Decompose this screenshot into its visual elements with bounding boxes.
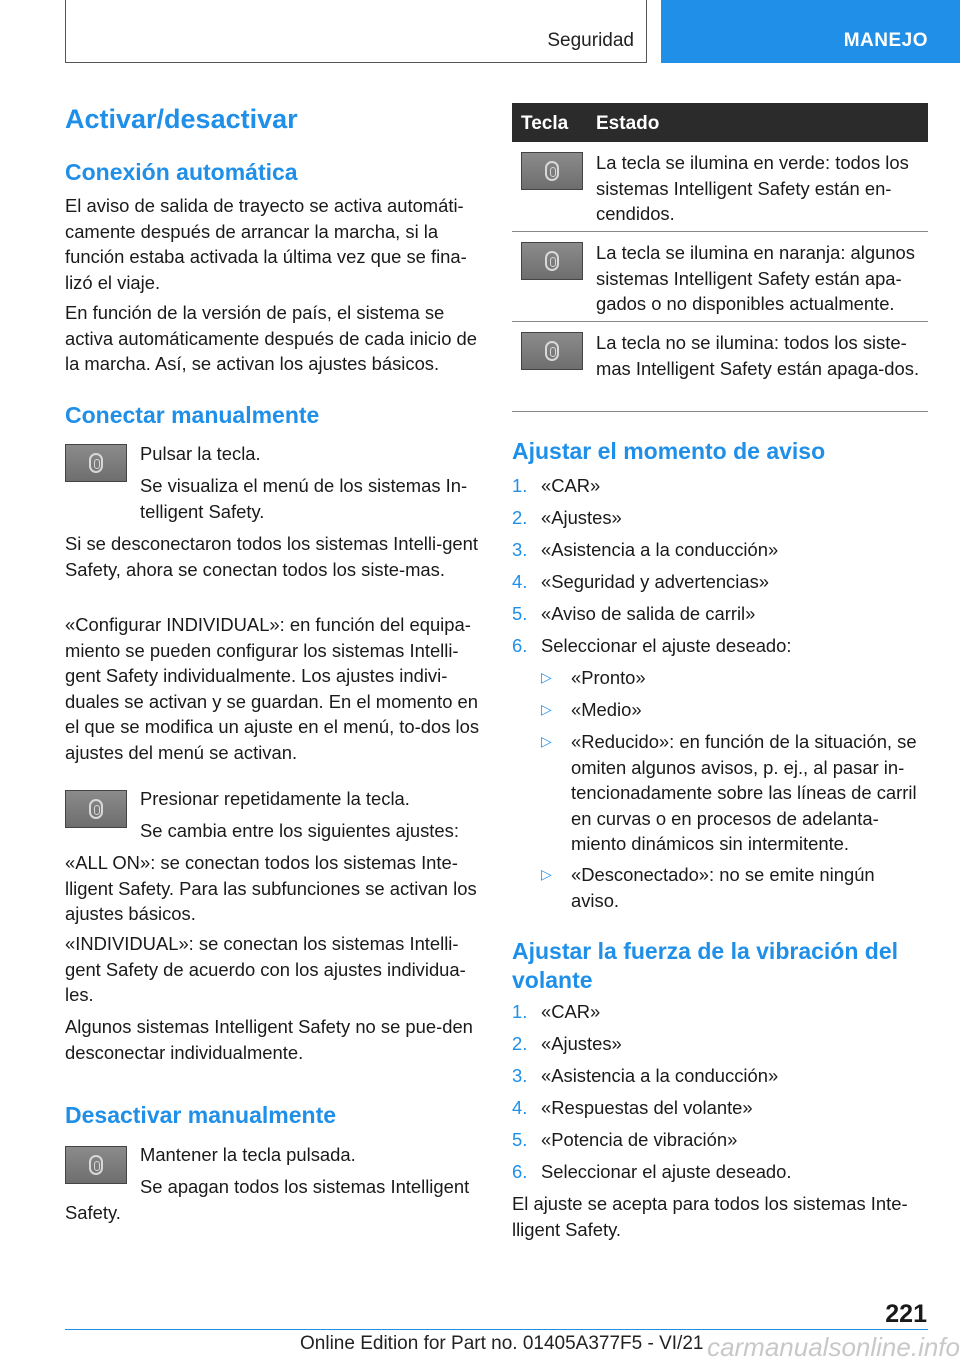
chapter-tab[interactable]: MANEJO	[661, 0, 960, 63]
list-text: «Ajustes»	[541, 507, 622, 528]
paragraph: «ALL ON»: se conectan todos los sistemas Inte-lligent Safety. Para las subfunciones se activan los ajustes básicos.	[65, 852, 477, 924]
page-number: 221	[885, 1300, 927, 1328]
table-row	[512, 232, 928, 322]
safety-button-icon	[521, 152, 583, 190]
paragraph: «INDIVIDUAL»: se conectan los sistemas Intelli-gent Safety de acuerdo con los ajustes individua-les.	[65, 933, 466, 1005]
column-header-tecla: Tecla	[521, 113, 569, 134]
list-text: Seleccionar el ajuste deseado.	[541, 1161, 792, 1182]
table-cell-status: La tecla se ilumina en naranja: algunos sistemas Intelligent Safety están apa-gados o no disponibles actualmente.	[596, 242, 915, 314]
table-cell-status: La tecla no se ilumina: todos los siste-mas Intelligent Safety están apaga-dos.	[596, 332, 920, 379]
list-number: 1.	[512, 1001, 528, 1022]
heading-ajustar-fuerza-vibracion: Ajustar la fuerza de la vibración del volante	[512, 938, 899, 993]
step-text: Mantener la tecla pulsada.	[140, 1144, 356, 1165]
list-number: 6.	[512, 1161, 528, 1182]
list-text: «Seguridad y advertencias»	[541, 571, 769, 592]
watermark[interactable]: carmanualsonline.info	[707, 1332, 960, 1362]
list-number: 3.	[512, 1065, 528, 1086]
paragraph: Algunos sistemas Intelligent Safety no se pue-den desconectar individualmente.	[65, 1016, 473, 1063]
bullet-text: «Medio»	[571, 699, 642, 720]
bullet-text: «Reducido»: en función de la situación, se omiten algunos avisos, p. ej., al pasar in-tencionadamente sobre las líneas de carril en curvas o en procesos de adelanta-miento dinámicos sin intermitente.	[571, 731, 917, 854]
list-number: 5.	[512, 603, 528, 624]
list-number: 6.	[512, 635, 528, 656]
table-row	[512, 142, 928, 232]
footer-divider	[65, 1329, 928, 1330]
step-text: Se visualiza el menú de los sistemas In-telligent Safety.	[140, 475, 468, 522]
paragraph: En función de la versión de país, el sistema se activa automáticamente después de cada inicio de la marcha. Así, se activan los ajustes básicos.	[65, 302, 478, 374]
header-section-box	[65, 0, 647, 63]
paragraph: «Configurar INDIVIDUAL»: en función del equipa-miento se pueden configurar los sistemas Intelli-gent Safety individualmente. Los ajustes indivi-duales se activan y se guardan. En el momento en el que se modifica un ajuste en el menú, to-dos los ajustes del menú se activan.	[65, 614, 480, 763]
bullet-text: «Pronto»	[571, 667, 646, 688]
list-text: «Potencia de vibración»	[541, 1129, 738, 1150]
safety-button-icon	[65, 790, 127, 828]
safety-button-icon	[521, 242, 583, 280]
list-number: 5.	[512, 1129, 528, 1150]
list-text: «CAR»	[541, 475, 601, 496]
list-text: «Respuestas del volante»	[541, 1097, 753, 1118]
list-number: 4.	[512, 571, 528, 592]
list-text: «CAR»	[541, 1001, 601, 1022]
list-number: 3.	[512, 539, 528, 560]
column-header-estado: Estado	[596, 113, 660, 134]
list-text: Seleccionar el ajuste deseado:	[541, 635, 792, 656]
table-row	[512, 322, 928, 412]
step-text: Se cambia entre los siguientes ajustes:	[140, 820, 459, 841]
list-text: «Asistencia a la conducción»	[541, 1065, 779, 1086]
footer-edition: Online Edition for Part no. 01405A377F5 - VI/21	[300, 1333, 704, 1354]
list-text: «Aviso de salida de carril»	[541, 603, 756, 624]
safety-button-icon	[521, 332, 583, 370]
heading-conectar-manualmente: Conectar manualmente	[65, 402, 320, 428]
triangle-bullet-icon: ▷	[541, 866, 552, 882]
safety-button-icon	[65, 444, 127, 482]
step-text: Se apagan todos los sistemas Intelligent Safety.	[65, 1176, 470, 1223]
list-text: «Asistencia a la conducción»	[541, 539, 779, 560]
list-number: 4.	[512, 1097, 528, 1118]
list-text: «Ajustes»	[541, 1033, 622, 1054]
bullet-text: «Desconectado»: no se emite ningún aviso.	[571, 864, 875, 911]
table-header	[512, 103, 928, 142]
table-cell-status: La tecla se ilumina en verde: todos los sistemas Intelligent Safety están en-cendidos.	[596, 152, 909, 224]
step-text: Presionar repetidamente la tecla.	[140, 788, 410, 809]
triangle-bullet-icon: ▷	[541, 701, 552, 717]
heading-conexion-automatica: Conexión automática	[65, 159, 298, 185]
heading-desactivar-manualmente: Desactivar manualmente	[65, 1102, 337, 1128]
page-title: Activar/desactivar	[65, 104, 298, 134]
heading-ajustar-momento-aviso: Ajustar el momento de aviso	[512, 438, 826, 464]
paragraph: El aviso de salida de trayecto se activa automáti-camente después de arrancar la marcha, si la función estaba activada la última vez que se fina-lizó el viaje.	[65, 195, 467, 293]
paragraph: Si se desconectaron todos los sistemas Intelli-gent Safety, ahora se conectan todos los siste-mas.	[65, 533, 478, 580]
section-title: Seguridad	[547, 30, 634, 51]
list-number: 2.	[512, 507, 528, 528]
list-number: 1.	[512, 475, 528, 496]
triangle-bullet-icon: ▷	[541, 669, 552, 685]
list-number: 2.	[512, 1033, 528, 1054]
step-text: Pulsar la tecla.	[140, 443, 261, 464]
paragraph: El ajuste se acepta para todos los sistemas Inte-lligent Safety.	[512, 1193, 908, 1240]
triangle-bullet-icon: ▷	[541, 733, 552, 749]
